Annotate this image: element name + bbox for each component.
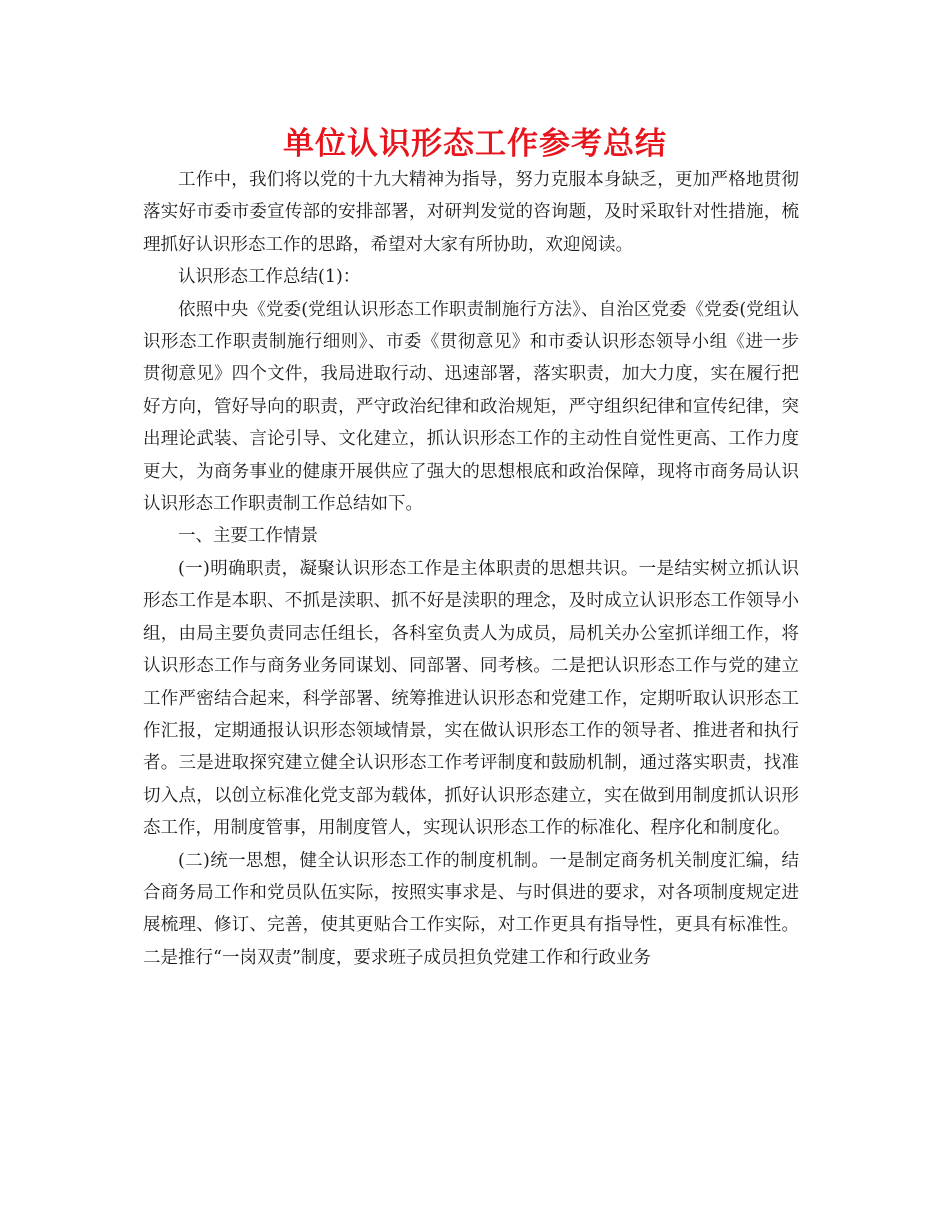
- paragraph-heading-main-work: 一、主要工作情景: [178, 526, 318, 547]
- document-title: 单位认识形态工作参考总结: [283, 126, 667, 162]
- paragraph-part-one: (一)明确职责，凝聚认识形态工作是主体职责的思想共识。一是结实树立抓认识形态工作是本职、不抓是渎职、抓不好是渎职的理念，及时成立认识形态工作领导小组，由局主要负责同志任组长，各科室负责人为成员，局机关办公室抓详细工作，将认识形态工作与商务业务同谋划、同部署、同考核。二是把认识形态工作与党的建立工作严密结合起来，科学部署、统筹推进认识形态和党建工作，定期听取认识形态工作汇报，定期通报认识形态领域情景，实在做认识形态工作的领导者、推进者和执行者。三是进取探究建立健全认识形态工作考评制度和鼓励机制，通过落实职责，找准切入点，以创立标准化党支部为载体，抓好认识形态建立，实在做到用制度抓认识形态工作，用制度管事，用制度管人，实现认识形态工作的标准化、程序化和制度化。: [143, 558, 799, 839]
- paragraph-part-two: (二)统一思想，健全认识形态工作的制度机制。一是制定商务机关制度汇编，结合商务局工作和党员队伍实际，按照实事求是、与时俱进的要求，对各项制度规定进展梳理、修订、完善，使其更贴合工作实际，对工作更具有指导性，更具有标准性。二是推行“一岗双责”制度，要求班子成员担负党建工作和行政业务: [143, 850, 799, 968]
- document-body: [143, 164, 799, 974]
- paragraph-section-label: 认识形态工作总结(1)：: [178, 267, 361, 288]
- paragraph-intro: 工作中，我们将以党的十九大精神为指导，努力克服本身缺乏，更加严格地贯彻落实好市委市委宣传部的安排部署，对研判发觉的咨询题，及时采取针对性措施，梳理抓好认识形态工作的思路，希望对大家有所协助，欢迎阅读。: [143, 170, 799, 255]
- paragraph-basis: 依照中央《党委(党组认识形态工作职责制施行方法》、自治区党委《党委(党组认识形态工作职责制施行细则》、市委《贯彻意见》和市委认识形态领导小组《进一步贯彻意见》四个文件，我局进取行动、迅速部署，落实职责，加大力度，实在履行把好方向，管好导向的职责，严守政治纪律和政治规矩，严守组织纪律和宣传纪律，突出理论武装、言论引导、文化建立，抓认识形态工作的主动性自觉性更高、工作力度更大，为商务事业的健康开展供应了强大的思想根底和政治保障，现将市商务局认识认识形态工作职责制工作总结如下。: [143, 299, 799, 515]
